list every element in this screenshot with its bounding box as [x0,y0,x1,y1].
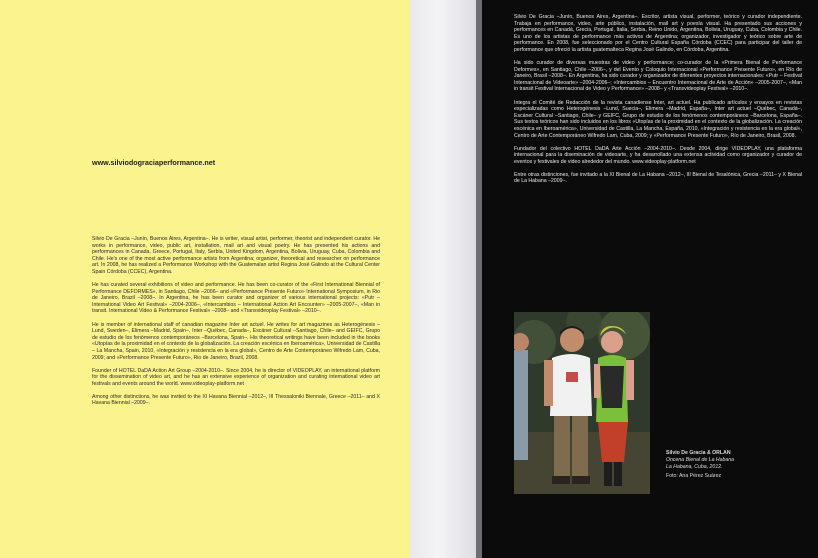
bio-paragraph-curating: He has curated several exhibitions of video and performance. He has been co-curator of the «First International Biennial of Performance DEFORMES», in Santiago, Chile –2006– and «Performance Presente Futuro» International Symposium, in Rio de Janeiro, Brazil –2008–. In Argentina, he has been curator and organizer of various international projects: «Putr – International Video Art Festival» –2004-2006–, «Intercambios – International Action Art Encounter» –2005-2007–, «Man in transit. International Video & Performance Festival» –2008– and «Transvideoplay Festival» –2010–. [92,282,380,315]
english-biography [92,236,380,414]
portrait-photo [514,312,650,494]
bio-paragraph-intro: Silvio De Gracia –Junín, Buenos Aires, Argentina–. He is writer, visual artist, performer, theorist and independent curator. He works in performance, video, public art, installation, mail art and visual poetry. He has presented his actions and performances in Canada, Greece, Portugal, Italy, Serbia, United Kingdom, Argentina, Bolivia, Uruguay, Cuba, Colombia and Chile. He's one of the most active performance artists from Argentina; organizer, theoretical and researcher on performance art. In 2008, he has realized a Performance Workshop with the Guatemalan artist Regina José Galindo at the Cultural Center Spain Córdoba (CCEC), Argentina. [92,236,380,275]
spanish-biography [514,14,802,192]
bio-paragraph-distinctions-es: Entre otras distinciones, fue invitado a la XI Bienal de La Habana –2012–, III Bienal de Tesalónica, Grecia –2011– y X Bienal de La Habana –2009–. [514,171,802,185]
caption-title: Silvio De Gracia & ORLAN [666,450,731,456]
portrait-illustration [514,312,650,494]
photo-caption [666,450,796,480]
book-gutter [410,0,480,558]
bio-paragraph-intro-es: Silvio De Gracia –Junín, Buenos Aires, Argentina–. Escritor, artista visual, performer, teórico y curador independiente. Trabaja en performance, video, arte público, instalación, mail art y poesía visual. Ha presentado sus acciones y performances en Canadá, Grecia, Portugal, Italia, Serbia, Reino Unido, Argentina, Bolivia, Uruguay, Cuba, Colombia y Chile. Es uno de los artistas de performance más activos de Argentina; organizador, investigador y teórico sobre arte de performance. En 2008, fue seleccionado por el Centro Cultural España Córdoba (CCEC) para participar del taller de performance que ofreció la artista guatemalteca Regina José Galindo, en Córdoba, Argentina. [514,14,802,53]
website-url: www.silviodograciaperformance.net [92,158,216,167]
caption-event: Oncena Bienal de La Habana [666,457,735,463]
bio-paragraph-writing-es: Integra el Comité de Redacción de la revista canadiense Inter, art actuel. Ha publicado artículos y ensayos en revistas especializadas como Heterogénesis –Lund, Suecia–, Elimera –Madrid, España–, Inter art actuel –Québec, Canadá–, Escáner Cultural –Santiago, Chile– y GEIFC, Grupo de estudio de los fenómenos contemporáneos –Barcelona, España–. Sus textos teóricos han sido incluidos en los libros «Utopías de la proximidad en el contexto de la globalización. La creación escénica en Iberoamérica», Universidad de Castilla, La Mancha, España, 2010, «Integración y resistencia en la era global», Centro de Arte Contemporáneo Wifredo Lam, Cuba, 2009; y «Performance Presente Futuro», Río de Janeiro, Brasil, 2008. [514,99,802,139]
bio-paragraph-writing: He is member of international staff of canadian magazine Inter art actuel. He writes for art magazines as Heterogénesis –Lund, Sweden–, Elimera –Madrid, Spain–, Inter –Québec, Canada–, Escáner Cultural –Santiago, Chile– and GEIFC, Grupo de estudio de los fenómenos contemporáneos –Barcelona, Spain–. His theoretical writings have been included in the books «Utopías de la proximidad en el contexto de la globalización. La creación escénica en Iberoamérica», Universidad de Castilla – La Mancha, Spain, 2010, «Integración y resistencia en la era global», Centro de Arte Contemporáneo Wifredo Lam, Cuba, 2009; and «Performance Presente Futuro», Rio de Janeiro, Brazil, 2008. [92,321,380,361]
bio-paragraph-videoplay-es: Fundador del colectivo HOTEL DaDA Arte Acción –2004-2010–. Desde 2004, dirige VIDEOPLAY, una plataforma internacional para la diseminación de videoarte, y ha desarrollado una extensa actividad como organizador y curador de eventos y festivales de video alrededor del mundo. www.videoplay-platform.net [514,145,802,165]
bio-paragraph-curating-es: Ha sido curador de diversas muestras de video y performance; co-curador de la «Primera Bienal de Performance Deformes», en Santiago, Chile –2006–, y del Evento y Coloquio Internacional «Performance Presente Futuro», en Río de Janeiro, Brasil –2008–. En Argentina, ha sido curador y organizador de diferentes proyectos internacionales: «Putr – Festival Internacional de Videoarte» –2004-2006–; «Intercambios – Encuentro Internacional de Arte de Acción» –2005-2007–, «Man in transit Festival Internacional de Video y Performance» –2008– y «Transvideoplay Festival» –2010–. [514,60,802,93]
bio-paragraph-distinctions: Among other distinctions, he was invited to the XI Havana Biennial –2012–, III Thessaloniki Biennale, Greece –2011– and X Havana Biennial –2009–. [92,393,380,407]
caption-location: La Habana, Cuba, 2012. [666,464,723,470]
bio-paragraph-videoplay: Founder of HOTEL DaDA Action Art Group –2004-2010–. Since 2004, he is director of VIDEOPLAY, an international platform for the dissemination of video art, and he has an extensive experience of organization and curating international video art festivals and events around the world. www.videoplay-platform.net [92,367,380,387]
caption-credit: Foto: Ana Pérez Suárez [666,473,722,479]
